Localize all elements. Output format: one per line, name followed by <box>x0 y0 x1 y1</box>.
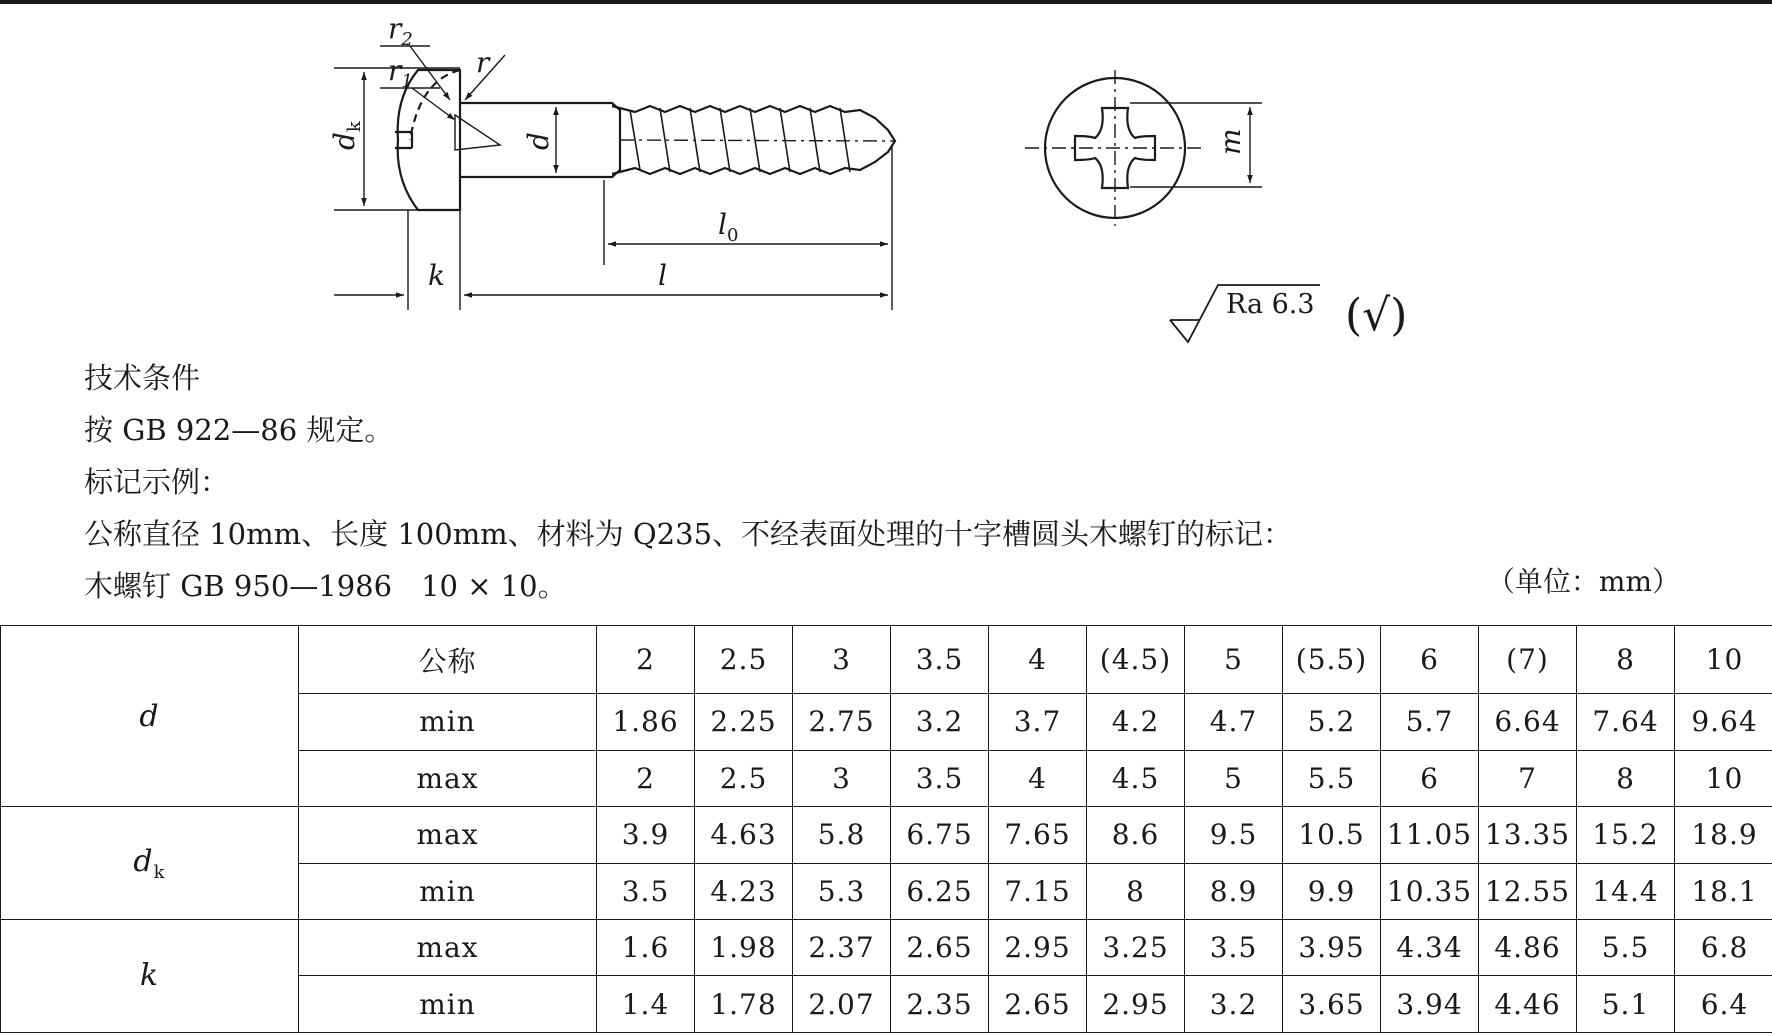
table-cell: 10.35 <box>1381 863 1479 919</box>
table-cell: 5.2 <box>1283 694 1381 750</box>
table-cell: 3.5 <box>891 626 989 694</box>
table-cell: 6 <box>1381 750 1479 806</box>
label-r: r <box>476 46 490 79</box>
table-cell: 1.98 <box>695 919 793 975</box>
table-row <box>1 626 1772 694</box>
screw-drawing <box>0 0 1772 345</box>
parameter-symbol: d <box>1 626 299 807</box>
table-cell: 1.78 <box>695 976 793 1033</box>
table-cell: 6.25 <box>891 863 989 919</box>
table-cell: 3 <box>793 626 891 694</box>
table-row <box>1 807 1772 863</box>
table-cell: 1.6 <box>597 919 695 975</box>
table-cell: 9.9 <box>1283 863 1381 919</box>
tech-text: 按 GB 922—86 规定。 <box>84 413 394 447</box>
mark-description: 公称直径 10mm、长度 100mm、材料为 Q235、不经表面处理的十字槽圆头木螺钉的标记： <box>84 517 1293 551</box>
dimension-table <box>0 625 1772 1033</box>
table-cell: 2.07 <box>793 976 891 1033</box>
table-cell: 13.35 <box>1479 807 1577 863</box>
table-cell: 6 <box>1381 626 1479 694</box>
row-label: min <box>299 694 597 750</box>
table-cell: 3.2 <box>891 694 989 750</box>
table-cell: (4.5) <box>1087 626 1185 694</box>
table-cell: 8.9 <box>1185 863 1283 919</box>
label-d: d <box>522 132 555 150</box>
roughness-bracket: (√) <box>1345 290 1408 341</box>
table-cell: 5 <box>1185 626 1283 694</box>
table-cell: 3.65 <box>1283 976 1381 1033</box>
technical-notes <box>84 352 1292 612</box>
table-cell: 2.95 <box>989 919 1087 975</box>
table-cell: 3 <box>793 750 891 806</box>
table-cell: 10 <box>1675 626 1772 694</box>
table-cell: 5.8 <box>793 807 891 863</box>
roughness-value: Ra 6.3 <box>1226 289 1315 320</box>
table-cell: 5.3 <box>793 863 891 919</box>
table-cell: 3.94 <box>1381 976 1479 1033</box>
table-cell: 18.1 <box>1675 863 1772 919</box>
table-cell: 7.64 <box>1577 694 1675 750</box>
table-cell: (7) <box>1479 626 1577 694</box>
table-cell: 6.64 <box>1479 694 1577 750</box>
table-cell: 10.5 <box>1283 807 1381 863</box>
table-cell: 5 <box>1185 750 1283 806</box>
label-dk: $d_k$ <box>328 121 365 150</box>
table-cell: 3.95 <box>1283 919 1381 975</box>
table-cell: 2.35 <box>891 976 989 1033</box>
table-row <box>1 919 1772 975</box>
parameter-symbol: k <box>1 919 299 1032</box>
row-label: max <box>299 750 597 806</box>
row-label: max <box>299 807 597 863</box>
label-k: k <box>428 259 445 292</box>
unit-note: （单位：mm） <box>1486 565 1680 598</box>
label-r2: $r_2$ <box>388 12 413 50</box>
label-l0: $l_0$ <box>718 208 739 246</box>
table-cell: 2.95 <box>1087 976 1185 1033</box>
table-cell: 1.4 <box>597 976 695 1033</box>
table-cell: 3.7 <box>989 694 1087 750</box>
table-cell: 2.65 <box>989 976 1087 1033</box>
table-cell: 2.37 <box>793 919 891 975</box>
table-cell: 3.2 <box>1185 976 1283 1033</box>
table-cell: 4 <box>989 750 1087 806</box>
label-r1: $r_1$ <box>388 54 413 92</box>
table-cell: 3.5 <box>597 863 695 919</box>
table-cell: 8 <box>1577 750 1675 806</box>
table-cell: 2 <box>597 626 695 694</box>
table-cell: 8 <box>1577 626 1675 694</box>
table-cell: 3.25 <box>1087 919 1185 975</box>
table-cell: 3.5 <box>1185 919 1283 975</box>
table-cell: 6.8 <box>1675 919 1772 975</box>
table-cell: 4 <box>989 626 1087 694</box>
table-cell: 7 <box>1479 750 1577 806</box>
table-cell: 12.55 <box>1479 863 1577 919</box>
table-cell: 5.7 <box>1381 694 1479 750</box>
table-cell: 5.1 <box>1577 976 1675 1033</box>
table-cell: 8 <box>1087 863 1185 919</box>
table-cell: 4.2 <box>1087 694 1185 750</box>
mark-example: 木螺钉 GB 950—1986 10 × 10。 <box>84 569 567 603</box>
table-cell: 7.15 <box>989 863 1087 919</box>
table-cell: 2.25 <box>695 694 793 750</box>
table-cell: (5.5) <box>1283 626 1381 694</box>
table-cell: 5.5 <box>1577 919 1675 975</box>
table-cell: 7.65 <box>989 807 1087 863</box>
table-cell: 11.05 <box>1381 807 1479 863</box>
table-cell: 9.64 <box>1675 694 1772 750</box>
table-cell: 10 <box>1675 750 1772 806</box>
row-label: min <box>299 976 597 1033</box>
tech-heading: 技术条件 <box>84 361 201 395</box>
table-cell: 4.63 <box>695 807 793 863</box>
table-cell: 2 <box>597 750 695 806</box>
table-cell: 4.7 <box>1185 694 1283 750</box>
table-cell: 18.9 <box>1675 807 1772 863</box>
table-cell: 14.4 <box>1577 863 1675 919</box>
table-cell: 4.5 <box>1087 750 1185 806</box>
table-cell: 8.6 <box>1087 807 1185 863</box>
table-cell: 1.86 <box>597 694 695 750</box>
table-cell: 4.86 <box>1479 919 1577 975</box>
mark-heading: 标记示例： <box>84 465 230 499</box>
table-cell: 2.5 <box>695 626 793 694</box>
table-cell: 4.46 <box>1479 976 1577 1033</box>
table-cell: 6.4 <box>1675 976 1772 1033</box>
table-cell: 15.2 <box>1577 807 1675 863</box>
table-cell: 9.5 <box>1185 807 1283 863</box>
parameter-symbol: $d_k$ <box>1 807 299 920</box>
table-cell: 5.5 <box>1283 750 1381 806</box>
table-cell: 4.34 <box>1381 919 1479 975</box>
table-cell: 2.75 <box>793 694 891 750</box>
table-cell: 2.5 <box>695 750 793 806</box>
row-label: max <box>299 919 597 975</box>
table-cell: 6.75 <box>891 807 989 863</box>
table-cell: 4.23 <box>695 863 793 919</box>
label-m: m <box>1214 128 1247 155</box>
table-cell: 3.9 <box>597 807 695 863</box>
row-label: min <box>299 863 597 919</box>
table-cell: 2.65 <box>891 919 989 975</box>
label-l: l <box>658 259 667 292</box>
table-cell: 3.5 <box>891 750 989 806</box>
row-label: 公称 <box>299 626 597 694</box>
